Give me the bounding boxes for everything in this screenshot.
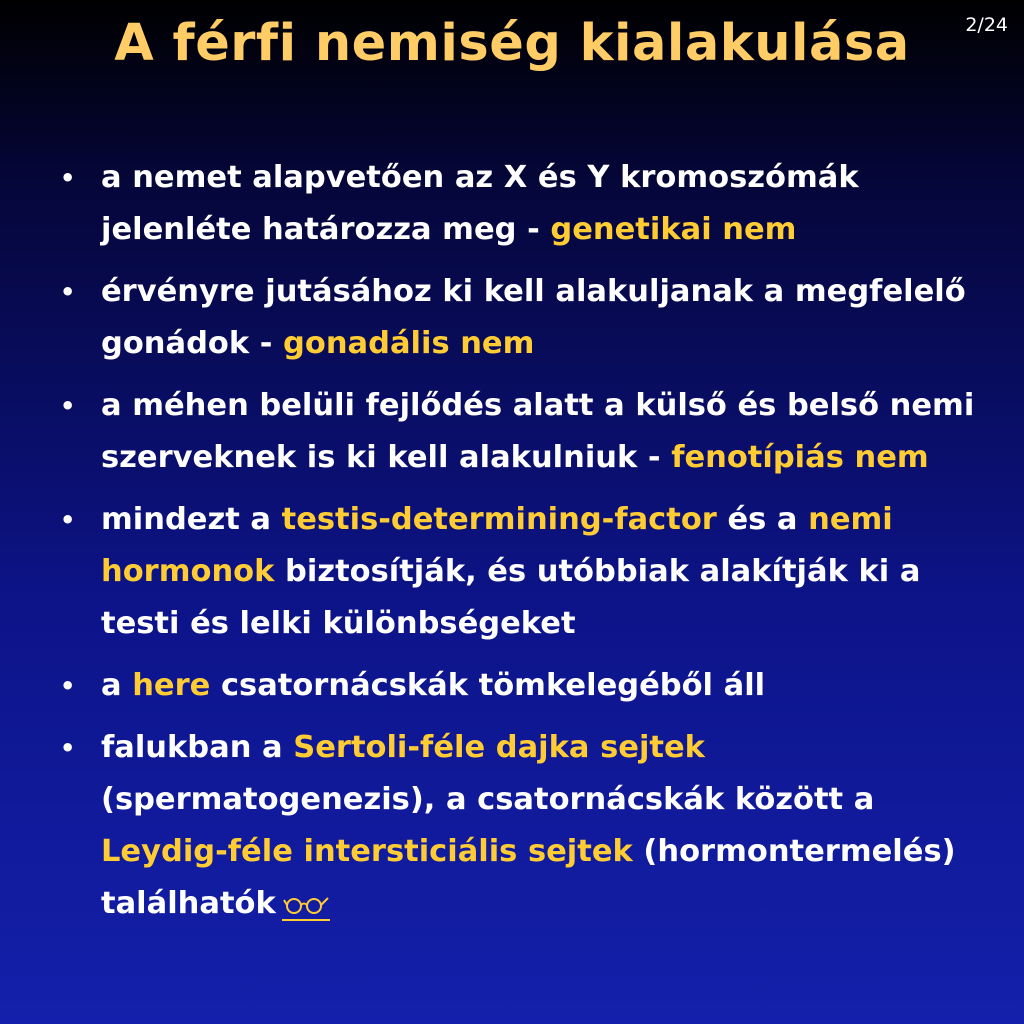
bullet-text: (hormontermelés) találhatók xyxy=(101,834,956,921)
bullet-dot-icon: • xyxy=(60,392,76,420)
bullet-list xyxy=(56,152,976,940)
bullet-dot-icon: • xyxy=(60,672,76,700)
bullet-highlight: here xyxy=(132,668,211,703)
bullet-text: és a xyxy=(716,502,809,537)
bullet-item-cells xyxy=(56,722,976,930)
bullet-text: érvényre jutásához ki kell alakuljanak a megfelelő gonádok - xyxy=(101,274,966,361)
bullet-dot-icon: • xyxy=(60,734,76,762)
bullet-item-genetic-sex xyxy=(56,152,976,256)
bullet-highlight: genetikai nem xyxy=(550,212,797,247)
bullet-highlight: gonadális nem xyxy=(283,326,535,361)
page-number: 2/24 xyxy=(965,14,1008,36)
bullet-text: csatornácskák tömkelegéből áll xyxy=(210,668,766,703)
bullet-text: mindezt a xyxy=(101,502,282,537)
bullet-text: a nemet alapvetően az X és Y kromoszómák jelenléte határozza meg - xyxy=(101,160,859,247)
eyeglasses-icon xyxy=(282,894,330,916)
slide-title: A férfi nemiség kialakulása xyxy=(114,14,910,73)
bullet-text: (spermatogenezis), a csatornácskák között a xyxy=(101,782,875,817)
bullet-highlight: nemi hormonok xyxy=(101,502,893,589)
bullet-item-gonadal-sex xyxy=(56,266,976,370)
bullet-highlight: Sertoli-féle dajka sejtek xyxy=(293,730,705,765)
bullet-text: biztosítják, és utóbbiak alakítják ki a testi és lelki különbségeket xyxy=(101,554,921,641)
bullet-highlight: Leydig-féle intersticiális sejtek xyxy=(101,834,633,869)
bullet-dot-icon: • xyxy=(60,506,76,534)
bullet-dot-icon: • xyxy=(60,278,76,306)
eyeglasses-link-icon[interactable] xyxy=(282,889,330,921)
bullet-highlight: testis-determining-factor xyxy=(281,502,717,537)
bullet-highlight: fenotípiás nem xyxy=(671,440,929,475)
bullet-text: falukban a xyxy=(101,730,294,765)
bullet-text: a xyxy=(101,668,133,703)
bullet-dot-icon: • xyxy=(60,164,76,192)
bullet-text: a méhen belüli fejlődés alatt a külső és belső nemi szerveknek is ki kell alakulniuk - xyxy=(101,388,975,475)
bullet-item-testis xyxy=(56,660,976,712)
bullet-item-hormones xyxy=(56,494,976,650)
bullet-item-phenotypic-sex xyxy=(56,380,976,484)
